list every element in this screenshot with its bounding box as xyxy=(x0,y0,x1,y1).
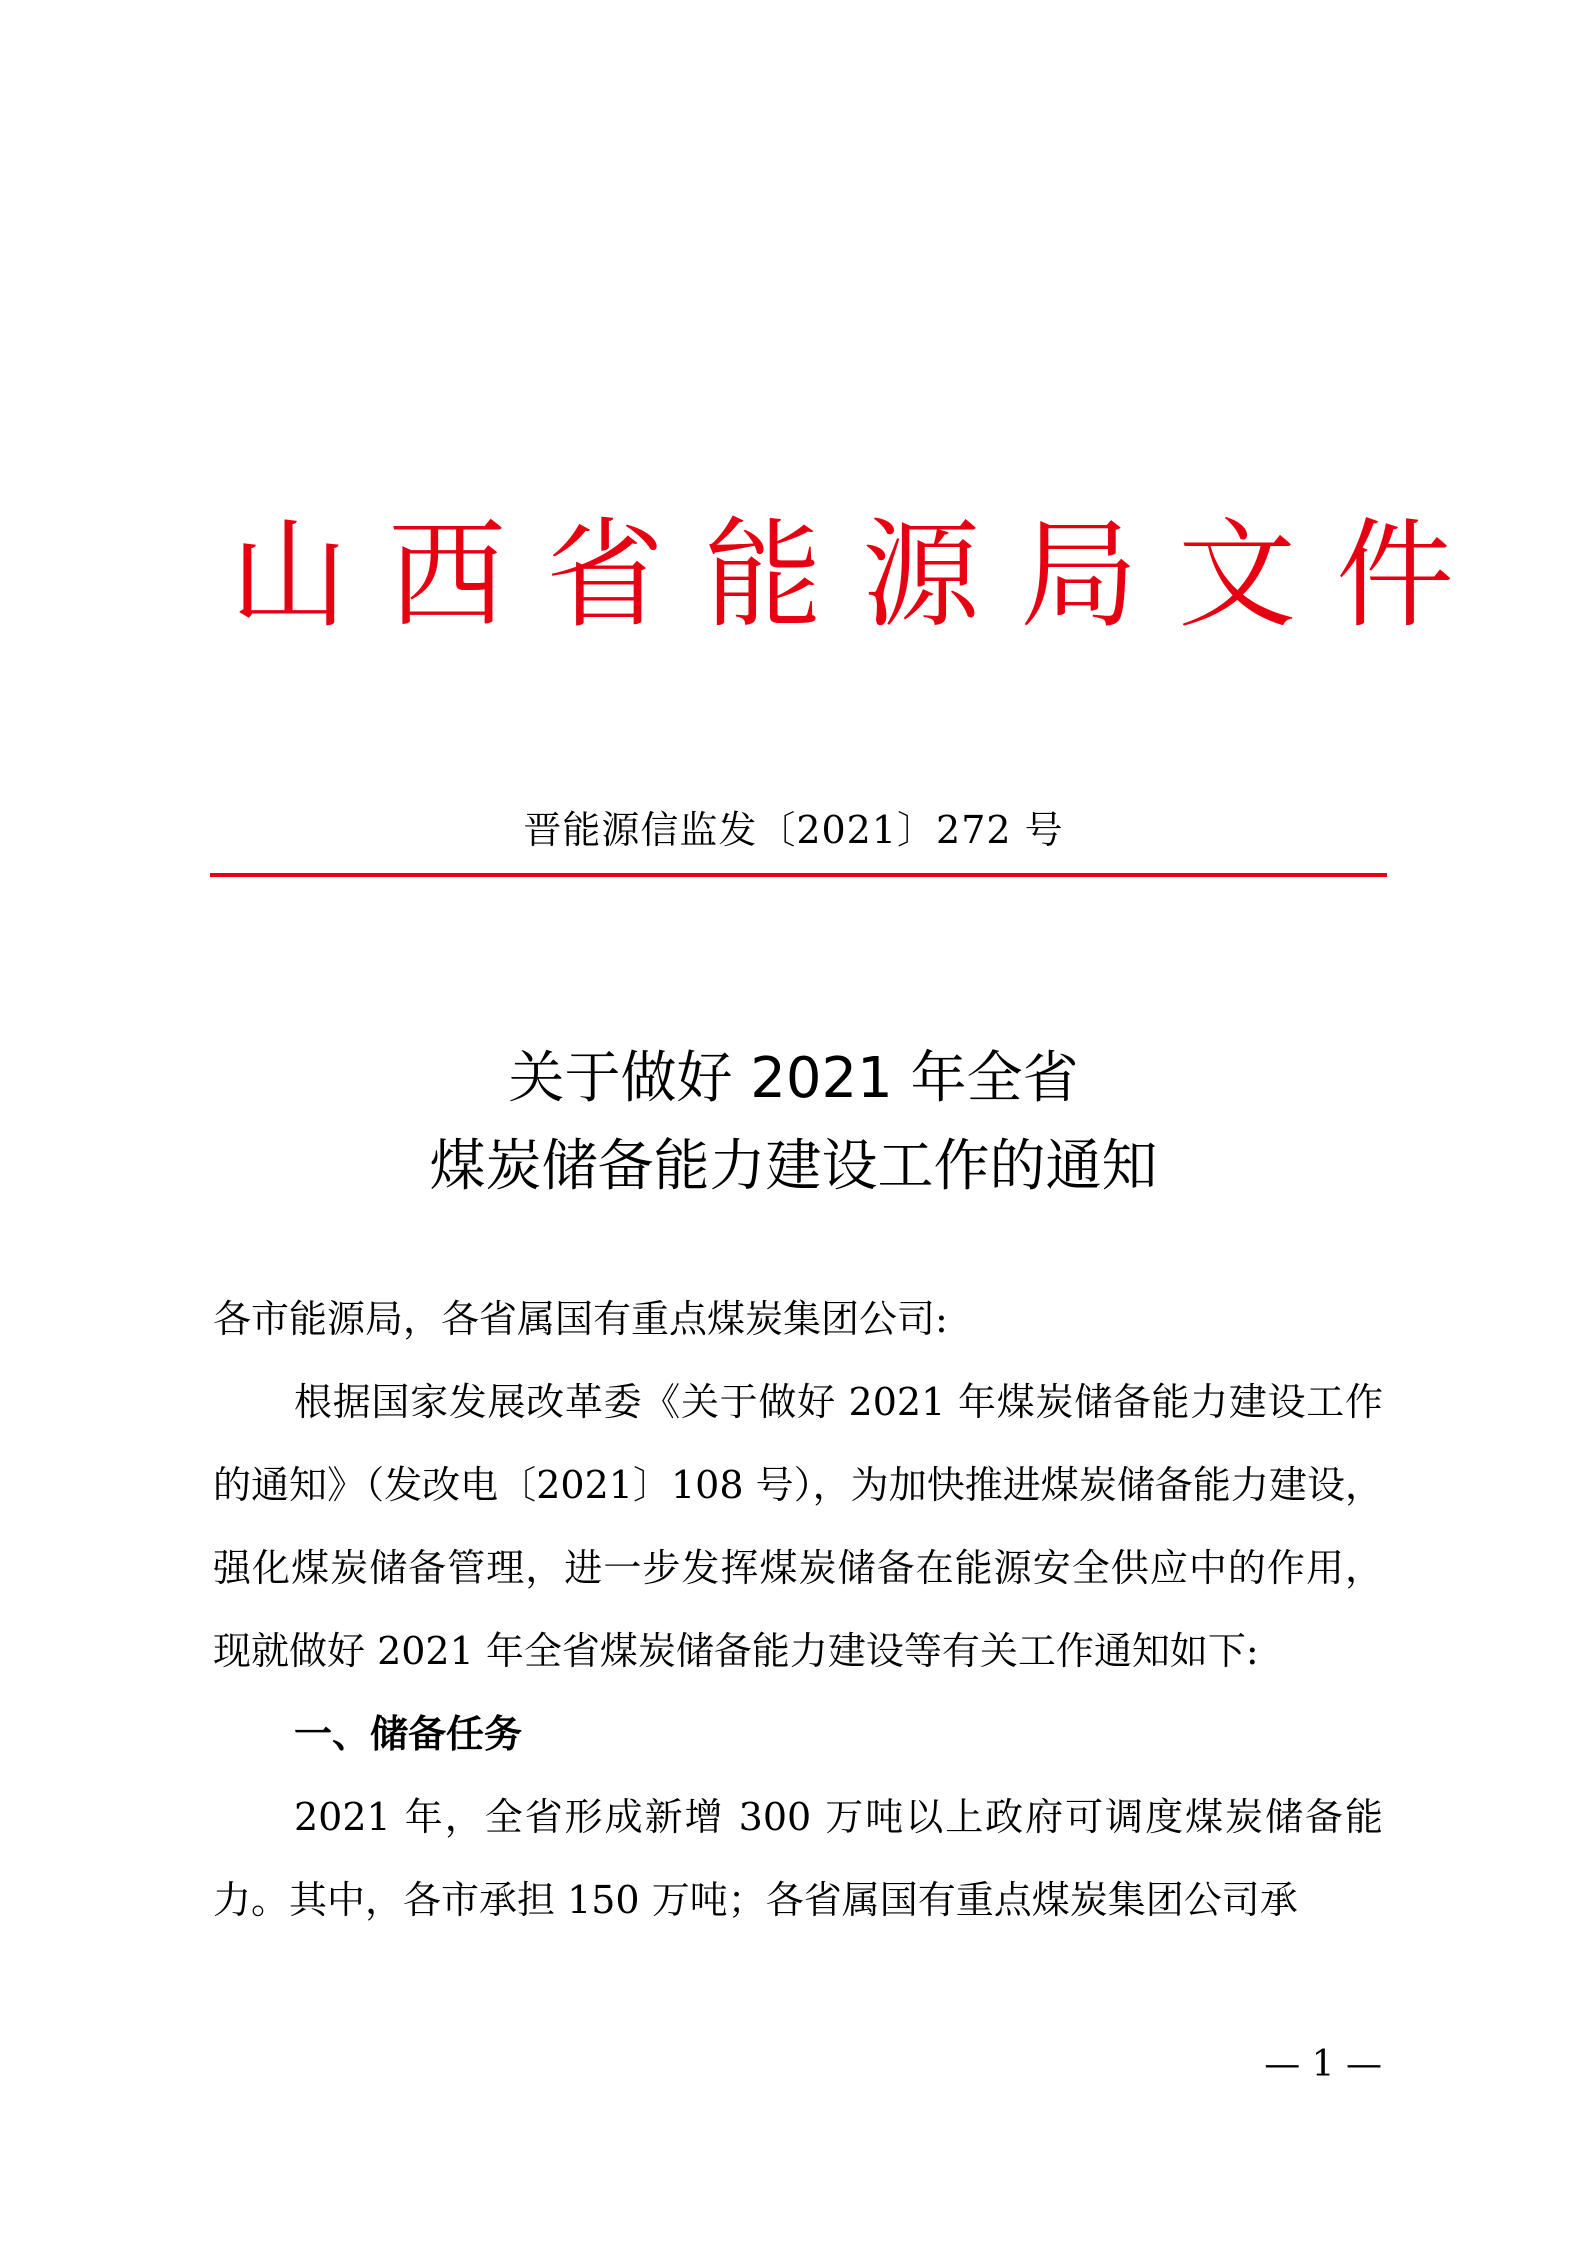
section-heading: 一、储备任务 xyxy=(294,1712,523,1756)
notice-title-line-1: 关于做好 2021 年全省 xyxy=(508,1046,1079,1111)
salutation: 各市能源局，各省属国有重点煤炭集团公司: xyxy=(213,1297,948,1341)
intro-paragraph: 根据国家发展改革委《关于做好 2021 年煤炭储备能力建设工作的通知》（发改电〔2021〕108 号），为加快推进煤炭储备能力建设，强化煤炭储备管理，进一步发挥煤炭储备在能源安全供应中的作用，现就做好 2021 年全省煤炭储备能力建设等有关工作通知如下: xyxy=(213,1380,1383,1673)
red-separator-line xyxy=(210,873,1387,877)
notice-title xyxy=(0,1035,1587,1211)
notice-title-line-2: 煤炭储备能力建设工作的通知 xyxy=(429,1134,1158,1199)
document-number: 晋能源信监发〔2021〕272 号 xyxy=(523,808,1064,852)
issuing-organization-title: 山西省能源局文件 xyxy=(230,506,1495,644)
section-paragraph: 2021 年，全省形成新增 300 万吨以上政府可调度煤炭储备能力。其中，各市承担 150 万吨；各省属国有重点煤炭集团公司承 xyxy=(213,1795,1383,1922)
page-number: — 1 — xyxy=(1264,2044,1382,2085)
notice-body xyxy=(213,1278,1383,1942)
